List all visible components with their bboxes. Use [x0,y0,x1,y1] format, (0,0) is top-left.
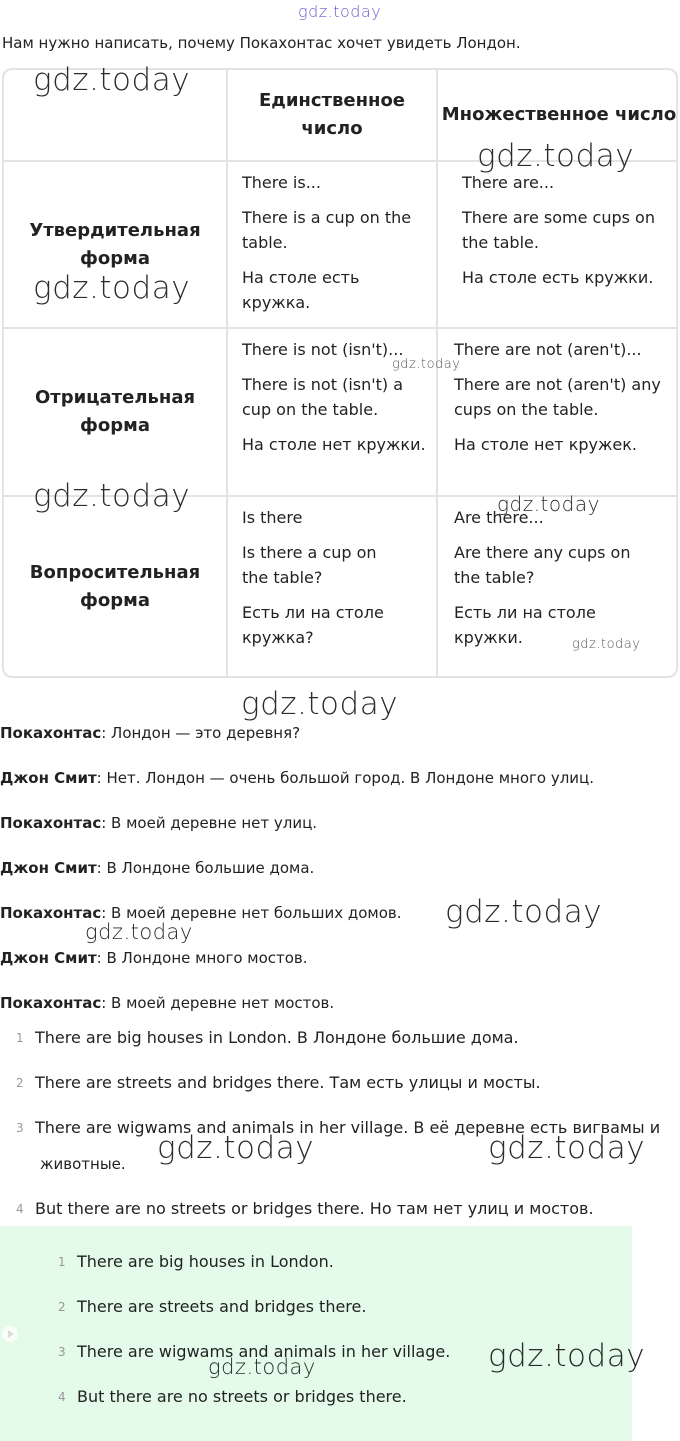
watermark: gdz.today [33,478,191,514]
list-item: There are big houses in London. В Лондоне большие дома. [35,1028,519,1047]
cell-line: There is a cup on the table. [242,208,412,252]
line-text: : В моей деревне нет мостов. [101,994,335,1012]
line-text: : Нет. Лондон — очень большой город. В Лондоне много улиц. [96,769,595,787]
row-label-affirmative: Утвердительная форма [4,162,228,329]
line-text: : В Лондоне много мостов. [96,949,308,967]
list-number: 4 [58,1390,66,1404]
watermark: gdz.today [298,2,382,21]
affirmative-plural [438,162,678,329]
negative-plural [438,329,678,497]
watermark: gdz.today [85,920,193,944]
watermark: gdz.today [445,894,603,930]
speaker: Покахонтас [0,904,102,922]
watermark: gdz.today [33,62,191,98]
line-text: : Лондон — это деревня? [101,724,301,742]
speaker: Покахонтас [0,814,102,832]
watermark: gdz.today [488,1338,646,1374]
speaker: Джон Смит [0,949,97,967]
row-label-negative: Отрицательная форма [4,329,228,497]
cell-line: На столе нет кружек. [454,435,637,454]
speaker: Покахонтас [0,994,102,1012]
watermark: gdz.today [392,357,461,372]
dialogue-line [0,859,314,877]
cell-line: Есть ли на столе кружка? [242,603,384,647]
cell-line: There are... [462,173,555,192]
cell-line: На столе есть кружка. [242,268,360,312]
list-item: But there are no streets or bridges there. Но там нет улиц и мостов. [35,1199,594,1218]
dialogue-line [0,769,594,787]
list-number: 2 [16,1076,24,1090]
watermark: gdz.today [477,138,635,174]
list-number: 3 [16,1121,24,1135]
list-item-continuation: животные. [40,1155,126,1173]
cell-line: There are not (aren't)... [454,340,642,359]
interrogative-singular [228,497,438,676]
cell-line: Is there a cup on the table? [242,543,377,587]
speaker: Покахонтас [0,724,102,742]
header-plural: Множественное число [438,70,678,162]
dialogue-line [0,994,334,1012]
dialogue-line [0,724,300,742]
watermark: gdz.today [157,1130,315,1166]
row-label-interrogative: Вопросительная форма [4,497,228,676]
line-text: : В моей деревне нет улиц. [101,814,318,832]
cell-line: Is there [242,508,303,527]
speaker: Джон Смит [0,769,97,787]
watermark: gdz.today [208,1355,316,1379]
affirmative-singular [228,162,438,329]
line-text: : В моей деревне нет больших домов. [101,904,402,922]
cell-line: На столе нет кружки. [242,435,426,454]
cell-line: There is not (isn't) a cup on the table. [242,375,404,419]
list-number: 3 [58,1345,66,1359]
list-number: 4 [16,1202,24,1216]
header-singular: Единственное число [228,70,438,162]
list-item: There are streets and bridges there. [77,1297,367,1316]
list-item: There are streets and bridges there. Там есть улицы и мосты. [35,1073,541,1092]
line-text: : В Лондоне большие дома. [96,859,315,877]
cell-line: Есть ли на столе кружки. [454,603,596,647]
cell-line: Are there... [454,508,544,527]
dialogue-line [0,814,317,832]
cell-line: Are there any cups on the table? [454,543,631,587]
list-number: 1 [16,1031,24,1045]
list-item: There are wigwams and animals in her village. [77,1342,451,1361]
interrogative-plural [438,497,678,676]
watermark: gdz.today [497,492,600,516]
watermark: gdz.today [572,637,641,652]
list-number: 1 [58,1255,66,1269]
play-icon[interactable] [2,1326,18,1342]
negative-singular [228,329,438,497]
intro-text: Нам нужно написать, почему Покахонтас хочет увидеть Лондон. [2,34,521,52]
dialogue-line [0,949,308,967]
cell-line: There are not (aren't) any cups on the table. [454,375,661,419]
watermark: gdz.today [241,686,399,722]
cell-line: There is not (isn't)... [242,340,404,359]
cell-line: На столе есть кружки. [462,268,654,287]
list-item: But there are no streets or bridges there. [77,1387,407,1406]
watermark: gdz.today [33,270,191,306]
list-item: There are wigwams and animals in her village. В её деревне есть вигвамы и [35,1118,661,1137]
cell-line: There is... [242,173,321,192]
watermark: gdz.today [488,1130,646,1166]
cell-line: There are some cups on the table. [462,208,655,252]
list-number: 2 [58,1300,66,1314]
list-item: There are big houses in London. [77,1252,334,1271]
dialogue-line [0,904,402,922]
speaker: Джон Смит [0,859,97,877]
